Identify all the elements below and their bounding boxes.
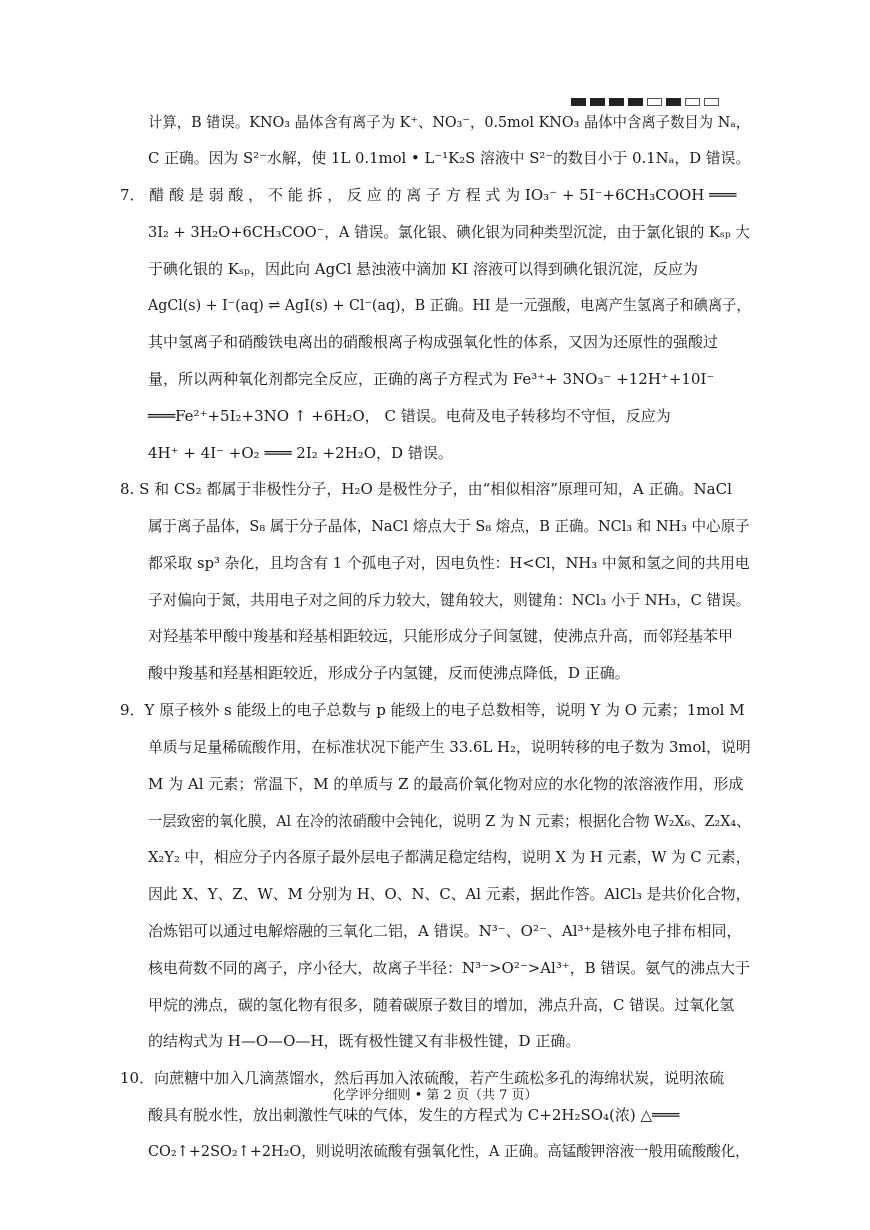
text-line: 因此 X、Y、Z、W、M 分别为 H、O、N、C、Al 元素，据此作答。AlCl₃ 是共价化合物， [148, 885, 751, 903]
text-line: C 正确。因为 S²⁻水解，使 1L 0.1mol • L⁻¹K₂S 溶液中 S²⁻的数目小于 0.1Nₐ，D 错误。 [148, 149, 751, 167]
page-footer: 化学评分细则 • 第 2 页（共 7 页） [332, 1088, 538, 1103]
header-mark [685, 98, 700, 106]
text-line: 4H⁺ + 4I⁻ +O₂ ═══ 2I₂ +2H₂O，D 错误。 [148, 444, 453, 462]
text-line: 甲烷的沸点，碳的氢化物有很多，随着碳原子数目的增加，沸点升高，C 错误。过氧化氢 [148, 996, 735, 1014]
text-line: ═══Fe²⁺+5I₂+3NO ↑ +6H₂O， C 错误。电荷及电子转移均不守恒，反应为 [148, 407, 671, 425]
text-line: 子对偏向于氮，共用电子对之间的斥力较大，键角较大，则键角：NCl₃ 小于 NH₃，C 错误。 [148, 591, 751, 609]
text-line: X₂Y₂ 中，相应分子内各原子最外层电子都满足稳定结构，说明 X 为 H 元素，W 为 C 元素， [148, 848, 751, 866]
text-line: 计算，B 错误。KNO₃ 晶体含有离子为 K⁺、NO₃⁻，0.5mol KNO₃ 晶体中含离子数目为 Nₐ， [148, 113, 751, 131]
text-line: 属于离子晶体，S₈ 属于分子晶体，NaCl 熔点大于 S₈ 熔点，B 正确。NCl₃ 和 NH₃ 中心原子 [148, 517, 750, 535]
header-mark [628, 98, 643, 106]
text-line: 一层致密的氧化膜，Al 在冷的浓硝酸中会钝化，说明 Z 为 N 元素；根据化合物 W₂X₆、Z₂X₄、 [148, 812, 751, 830]
text-line: 的结构式为 H—O—O—H，既有极性键又有非极性键，D 正确。 [148, 1032, 581, 1050]
text-line: 对羟基苯甲酸中羧基和羟基相距较远，只能形成分子间氢键，使沸点升高，而邻羟基苯甲 [148, 627, 734, 645]
header-mark [666, 98, 681, 106]
text-line: 10．向蔗糖中加入几滴蒸馏水，然后再加入浓硫酸，若产生疏松多孔的海绵状炭，说明浓硫 [120, 1069, 725, 1087]
text-line: 于碘化银的 Kₛₚ，因此向 AgCl 悬浊液中滴加 KI 溶液可以得到碘化银沉淀，反应为 [148, 260, 698, 278]
text-line: 量，所以两种氧化剂都完全反应，正确的离子方程式为 Fe³⁺+ 3NO₃⁻ +12H⁺+10I⁻ [148, 370, 715, 388]
text-line: AgCl(s) + I⁻(aq) ⇌ AgI(s) + Cl⁻(aq)，B 正确。HI 是一元强酸，电离产生氢离子和碘离子， [148, 296, 751, 314]
header-mark [647, 98, 662, 106]
text-line: 酸中羧基和羟基相距较近，形成分子内氢键，反而使沸点降低，D 正确。 [148, 664, 630, 682]
text-line: 其中氢离子和硝酸铁电离出的硝酸根离子构成强氧化性的体系，又因为还原性的强酸过 [148, 333, 719, 351]
text-line: M 为 Al 元素；常温下，M 的单质与 Z 的最高价氧化物对应的水化物的浓溶液作用，形成 [148, 775, 744, 793]
header-mark [571, 98, 586, 106]
text-line: 9．Y 原子核外 s 能级上的电子总数与 p 能级上的电子总数相等，说明 Y 为 O 元素；1mol M [120, 701, 745, 719]
header-mark [609, 98, 624, 106]
text-line: CO₂↑+2SO₂↑+2H₂O，则说明浓硫酸有强氧化性，A 正确。高锰酸钾溶液一般用硫酸酸化， [148, 1142, 750, 1160]
text-line: 酸具有脱水性，放出刺激性气味的气体，发生的方程式为 C+2H₂SO₄(浓) △═══ [148, 1106, 680, 1124]
text-line: 3I₂ + 3H₂O+6CH₃COO⁻，A 错误。氯化银、碘化银为同种类型沉淀，由于氯化银的 Kₛₚ 大 [148, 223, 750, 241]
text-line: 冶炼铝可以通过电解熔融的三氧化二铝，A 错误。N³⁻、O²⁻、Al³⁺是核外电子排布相同， [148, 922, 742, 940]
text-line: 都采取 sp³ 杂化，且均含有 1 个孤电子对，因电负性：H<Cl，NH₃ 中氮和氢之间的共用电 [148, 554, 750, 572]
text-line: 8. S 和 CS₂ 都属于非极性分子，H₂O 是极性分子，由“相似相溶”原理可知，A 正确。NaCl [120, 480, 732, 498]
text-line: 7． 醋 酸 是 弱 酸 ， 不 能 拆 ， 反 应 的 离 子 方 程 式 为 IO₃⁻ + 5I⁻+6CH₃COOH ═══ [120, 186, 737, 204]
text-line: 核电荷数不同的离子，序小径大，故离子半径：N³⁻>O²⁻>Al³⁺，B 错误。氨气的沸点大于 [148, 959, 750, 977]
header-progress-marks [571, 98, 719, 106]
header-mark [704, 98, 719, 106]
text-line: 单质与足量稀硫酸作用，在标准状况下能产生 33.6L H₂，说明转移的电子数为 3mol，说明 [148, 738, 751, 756]
header-mark [590, 98, 605, 106]
